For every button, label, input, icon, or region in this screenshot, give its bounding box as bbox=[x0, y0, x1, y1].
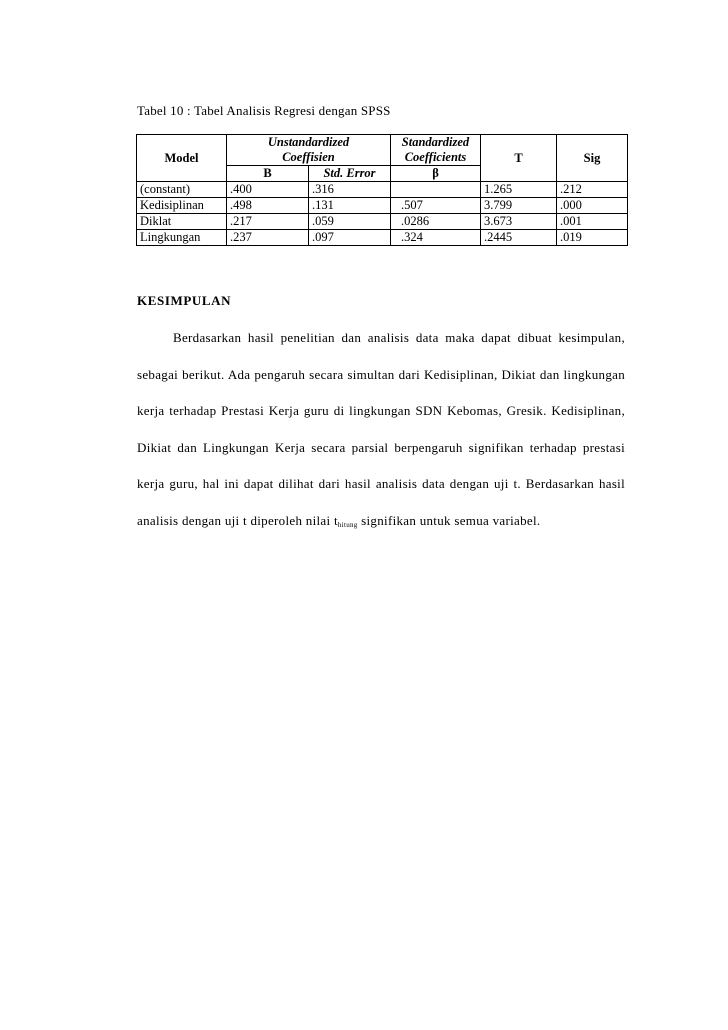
row-std-error: .059 bbox=[309, 214, 391, 230]
table-header-row bbox=[137, 135, 628, 166]
row-b: .498 bbox=[227, 198, 309, 214]
table-caption: Tabel 10 : Tabel Analisis Regresi dengan SPSS bbox=[137, 103, 391, 118]
row-model: Kedisiplinan bbox=[137, 198, 227, 214]
paragraph-text: Berdasarkan hasil penelitian dan analisis data maka dapat dibuat kesimpulan, sebagai berikut. Ada pengaruh secara simultan dari Kedisiplinan, Dikiat dan lingkungan kerja terhadap Prestasi Kerja guru di lingkungan SDN Kebomas, Gresik. Kedisiplinan, Dikiat dan Lingkungan Kerja secara parsial berpengaruh signifikan terhadap prestasi kerja guru, hal ini dapat dilihat dari hasil analisis data dengan uji t. Berdasarkan hasil analisis dengan uji t diperoleh nilai bbox=[137, 330, 625, 528]
header-sig: Sig bbox=[557, 135, 628, 182]
row-std-error: .131 bbox=[309, 198, 391, 214]
row-b: .217 bbox=[227, 214, 309, 230]
header-beta: β bbox=[391, 166, 481, 182]
row-t: .2445 bbox=[481, 230, 557, 246]
table-row bbox=[137, 214, 628, 230]
header-std-error: Std. Error bbox=[309, 166, 391, 182]
conclusion-paragraph bbox=[137, 320, 625, 543]
header-t: T bbox=[481, 135, 557, 182]
header-standardized: Standardized Coefficients bbox=[391, 135, 481, 166]
table-row bbox=[137, 230, 628, 246]
row-model: Diklat bbox=[137, 214, 227, 230]
header-b: B bbox=[227, 166, 309, 182]
row-beta bbox=[391, 182, 481, 198]
t-letter: t bbox=[333, 512, 338, 528]
section-heading: KESIMPULAN bbox=[137, 293, 232, 308]
row-sig: .019 bbox=[557, 230, 628, 246]
row-t: 3.799 bbox=[481, 198, 557, 214]
row-b: .237 bbox=[227, 230, 309, 246]
row-model: (constant) bbox=[137, 182, 227, 198]
row-model: Lingkungan bbox=[137, 230, 227, 246]
row-sig: .001 bbox=[557, 214, 628, 230]
t-subscript: hitung bbox=[337, 520, 358, 529]
row-beta: .324 bbox=[391, 230, 481, 246]
row-std-error: .097 bbox=[309, 230, 391, 246]
table-row bbox=[137, 198, 628, 214]
row-b: .400 bbox=[227, 182, 309, 198]
row-beta: .0286 bbox=[391, 214, 481, 230]
row-sig: .000 bbox=[557, 198, 628, 214]
header-unstandardized: Unstandardized Coeffisien bbox=[227, 135, 391, 166]
row-beta: .507 bbox=[391, 198, 481, 214]
regression-table bbox=[136, 134, 628, 246]
row-t: 3.673 bbox=[481, 214, 557, 230]
header-model: Model bbox=[137, 135, 227, 182]
row-std-error: .316 bbox=[309, 182, 391, 198]
table-row bbox=[137, 182, 628, 198]
row-t: 1.265 bbox=[481, 182, 557, 198]
row-sig: .212 bbox=[557, 182, 628, 198]
paragraph-tail: signifikan untuk semua variabel. bbox=[357, 512, 541, 528]
